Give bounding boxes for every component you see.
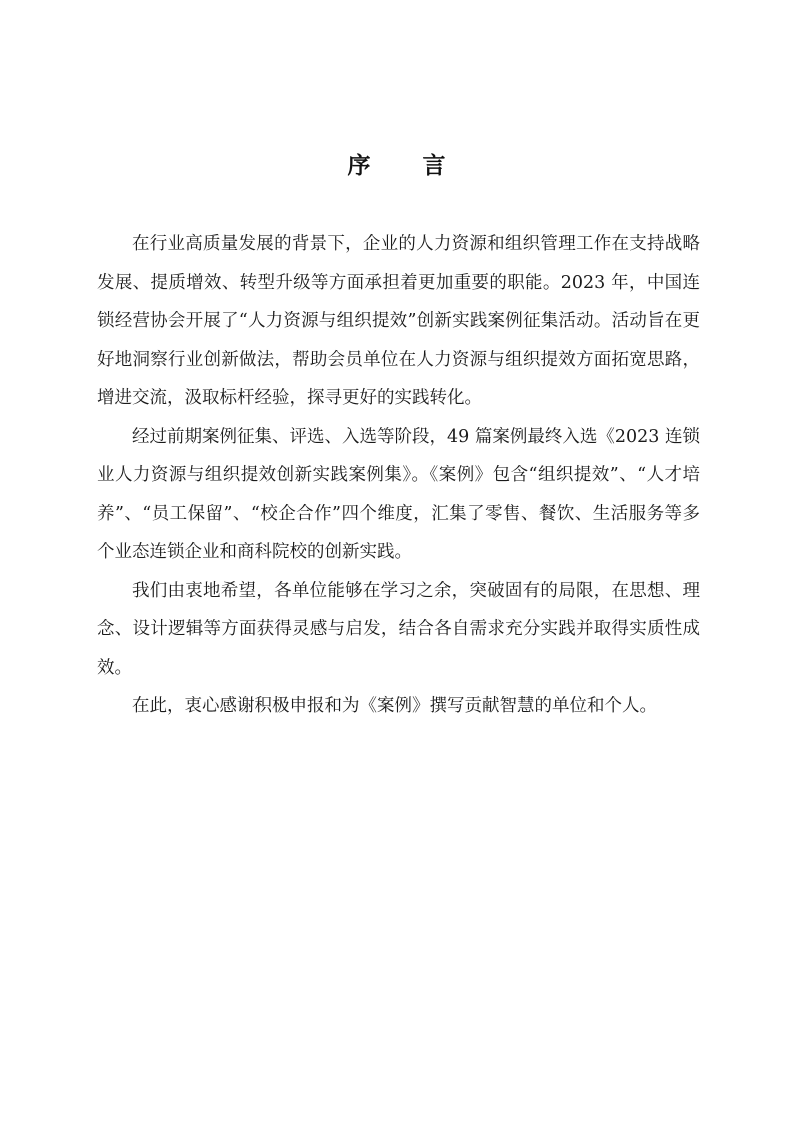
paragraph-4: 在此，衷心感谢积极申报和为《案例》撰写贡献智慧的单位和个人。: [132, 696, 657, 716]
page-title-char-1: 序: [347, 153, 371, 179]
paragraph-1: 在行业高质量发展的背景下，企业的人力资源和组织管理工作在支持战略发展、提质增效、转型升级等方面承担着更加重要的职能。2023 年，中国连锁经营协会开展了“人力资源与组织提效”创新实践案例征集活动。活动旨在更好地洞察行业创新做法，帮助会员单位在人力资源与组织提效方面拓宽思路，增进交流，汲取标杆经验，探寻更好的实践转化。: [97, 234, 700, 408]
document-body: [97, 225, 700, 726]
paragraph-3: 我们由衷地希望，各单位能够在学习之余，突破固有的局限，在思想、理念、设计逻辑等方面获得灵感与启发，结合各自需求充分实践并取得实质性成效。: [97, 580, 700, 678]
page-title-char-2: 言: [422, 153, 446, 179]
page-title: [0, 146, 793, 186]
paragraph-2: 经过前期案例征集、评选、入选等阶段，49 篇案例最终入选《2023 连锁业人力资源与组织提效创新实践案例集》。《案例》包含“组织提效”、“人才培养”、“员工保留”、“校企合作”四个维度，汇集了零售、餐饮、生活服务等多个业态连锁企业和商科院校的创新实践。: [97, 426, 700, 562]
